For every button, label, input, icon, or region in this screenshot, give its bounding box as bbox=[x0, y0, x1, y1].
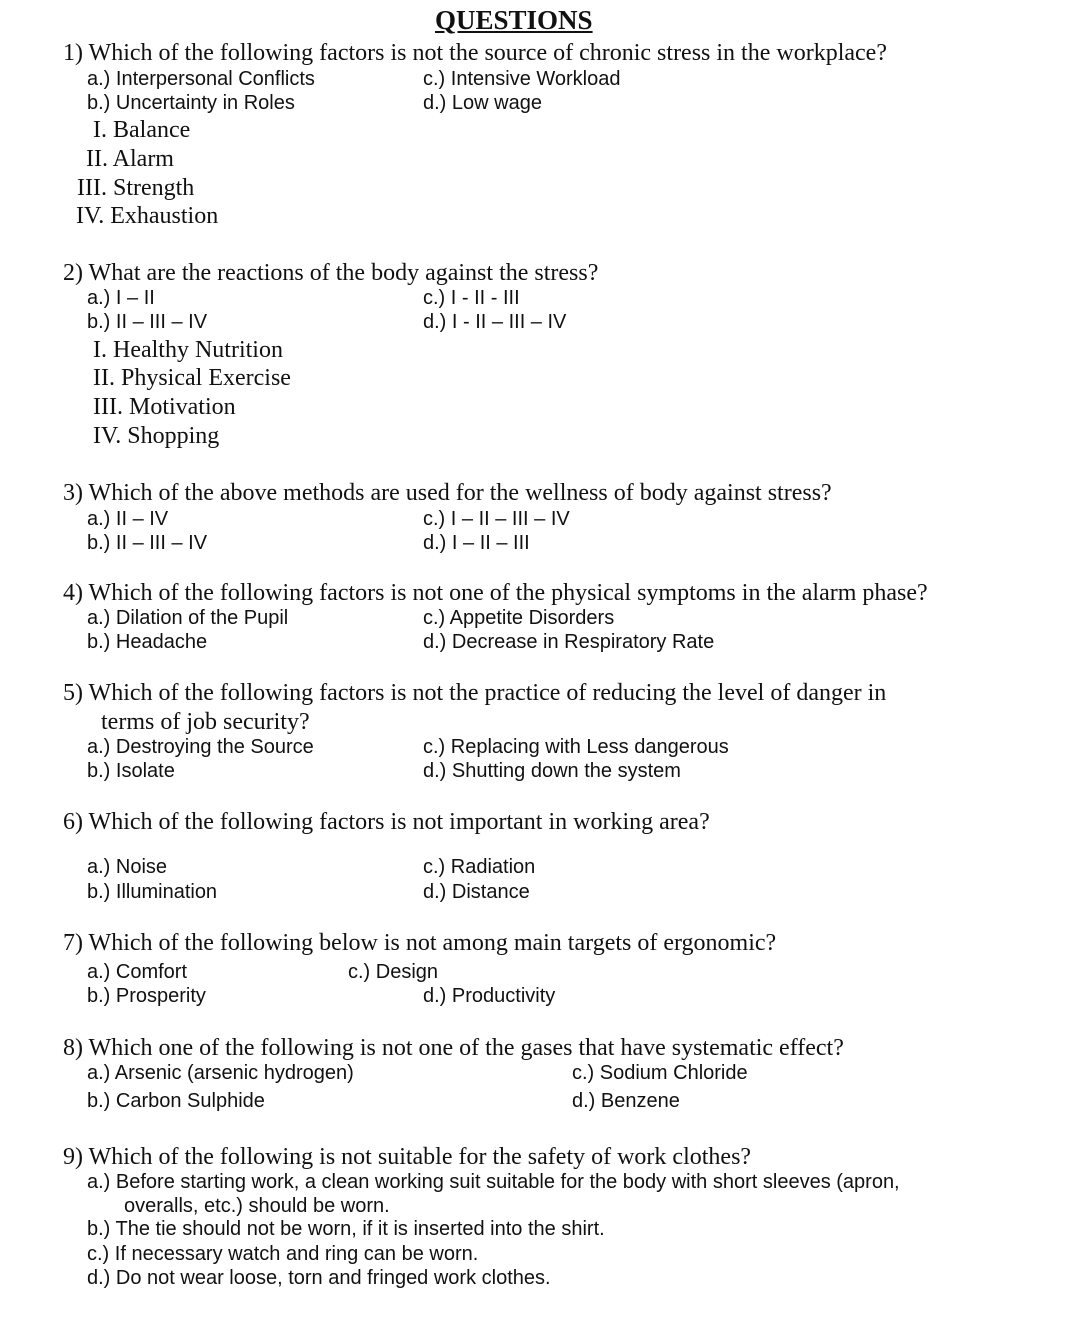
q3-option-d: d.) I – II – III bbox=[423, 532, 530, 554]
q5-option-b: b.) Isolate bbox=[87, 760, 175, 782]
q9-option-c: c.) If necessary watch and ring can be worn. bbox=[87, 1243, 479, 1265]
q6-option-b: b.) Illumination bbox=[87, 881, 218, 903]
q7-option-c: c.) Design bbox=[348, 961, 439, 983]
q1-item-4: IV. Exhaustion bbox=[76, 203, 219, 229]
q3-option-c: c.) I – II – III – IV bbox=[423, 508, 570, 530]
question-2: 2) What are the reactions of the body against the stress? bbox=[63, 260, 599, 286]
q5-option-c: c.) Replacing with Less dangerous bbox=[423, 736, 729, 758]
page-title: QUESTIONS bbox=[435, 5, 593, 35]
q1-option-c: c.) Intensive Workload bbox=[423, 68, 621, 90]
q9-option-b: b.) The tie should not be worn, if it is inserted into the shirt. bbox=[87, 1218, 605, 1240]
q7-option-a: a.) Comfort bbox=[87, 961, 188, 983]
q6-option-a: a.) Noise bbox=[87, 856, 168, 878]
q1-option-a: a.) Interpersonal Conflicts bbox=[87, 68, 315, 90]
question-1: 1) Which of the following factors is not the source of chronic stress in the workplace? bbox=[63, 40, 887, 66]
question-5: 5) Which of the following factors is not the practice of reducing the level of danger in bbox=[63, 680, 887, 706]
question-9: 9) Which of the following is not suitable for the safety of work clothes? bbox=[63, 1144, 752, 1170]
q7-option-b: b.) Prosperity bbox=[87, 985, 206, 1007]
question-5-continued: terms of job security? bbox=[101, 709, 310, 735]
question-4: 4) Which of the following factors is not one of the physical symptoms in the alarm phase? bbox=[63, 580, 928, 606]
q4-option-d: d.) Decrease in Respiratory Rate bbox=[423, 631, 715, 653]
q1-option-b: b.) Uncertainty in Roles bbox=[87, 92, 295, 114]
q8-option-d: d.) Benzene bbox=[572, 1090, 680, 1112]
q1-option-d: d.) Low wage bbox=[423, 92, 542, 114]
q2-item-3: III. Motivation bbox=[93, 394, 236, 420]
q4-option-b: b.) Headache bbox=[87, 631, 208, 653]
question-8: 8) Which one of the following is not one of the gases that have systematic effect? bbox=[63, 1035, 844, 1061]
q1-item-1: I. Balance bbox=[93, 117, 191, 143]
q3-option-a: a.) II – IV bbox=[87, 508, 169, 530]
q1-item-3: III. Strength bbox=[77, 175, 195, 201]
q6-option-d: d.) Distance bbox=[423, 881, 530, 903]
question-6: 6) Which of the following factors is not important in working area? bbox=[63, 809, 710, 835]
q2-option-d: d.) I - II – III – IV bbox=[423, 311, 567, 333]
q9-option-a: a.) Before starting work, a clean working suit suitable for the body with short sleeves (apron, bbox=[87, 1171, 900, 1193]
q5-option-d: d.) Shutting down the system bbox=[423, 760, 681, 782]
q2-option-a: a.) I – II bbox=[87, 287, 155, 309]
q4-option-a: a.) Dilation of the Pupil bbox=[87, 607, 289, 629]
q2-item-4: IV. Shopping bbox=[93, 423, 220, 449]
question-7: 7) Which of the following below is not among main targets of ergonomic? bbox=[63, 930, 777, 956]
q4-option-c: c.) Appetite Disorders bbox=[423, 607, 615, 629]
question-3: 3) Which of the above methods are used for the wellness of body against stress? bbox=[63, 480, 832, 506]
q5-option-a: a.) Destroying the Source bbox=[87, 736, 314, 758]
q3-option-b: b.) II – III – IV bbox=[87, 532, 208, 554]
q7-option-d: d.) Productivity bbox=[423, 985, 556, 1007]
q2-option-b: b.) II – III – IV bbox=[87, 311, 208, 333]
q2-item-1: I. Healthy Nutrition bbox=[93, 337, 283, 363]
q2-option-c: c.) I - II - III bbox=[423, 287, 520, 309]
q9-option-a-continued: overalls, etc.) should be worn. bbox=[124, 1195, 390, 1217]
q8-option-c: c.) Sodium Chloride bbox=[572, 1062, 748, 1084]
q8-option-a: a.) Arsenic (arsenic hydrogen) bbox=[87, 1062, 354, 1084]
q9-option-d: d.) Do not wear loose, torn and fringed work clothes. bbox=[87, 1267, 551, 1289]
q6-option-c: c.) Radiation bbox=[423, 856, 536, 878]
q2-item-2: II. Physical Exercise bbox=[93, 365, 291, 391]
q1-item-2: II. Alarm bbox=[86, 146, 174, 172]
q8-option-b: b.) Carbon Sulphide bbox=[87, 1090, 265, 1112]
